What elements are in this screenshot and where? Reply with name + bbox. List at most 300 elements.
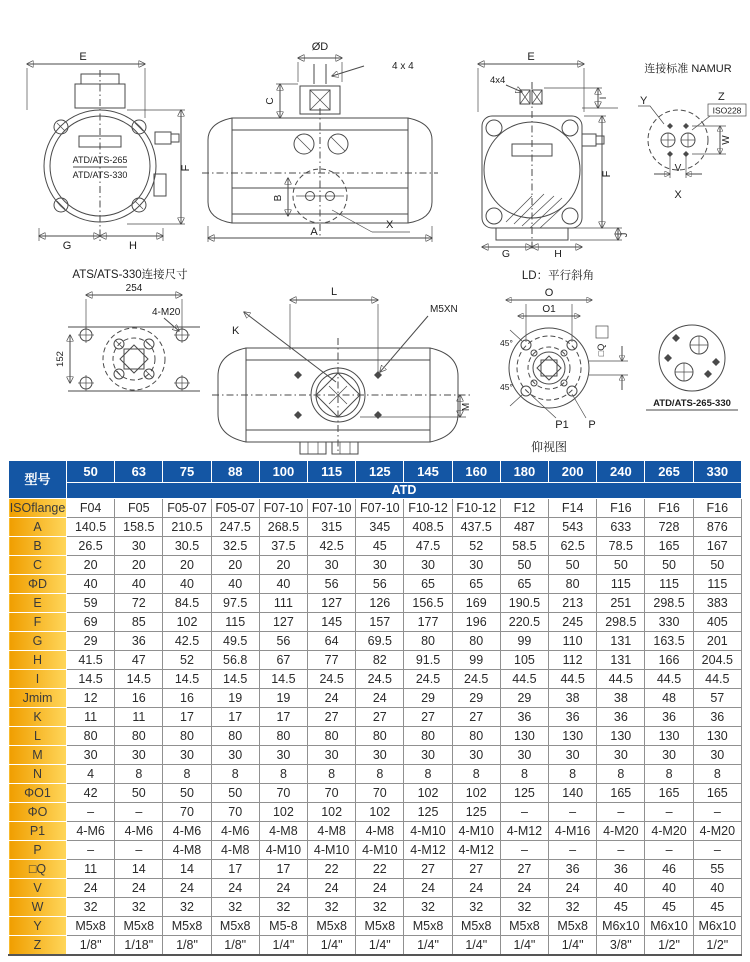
data-cell: 70: [308, 784, 356, 803]
data-cell: –: [500, 803, 548, 822]
data-cell: 8: [259, 765, 307, 784]
data-cell: 24: [308, 689, 356, 708]
data-cell: 24.5: [308, 670, 356, 689]
table-row: [9, 822, 742, 841]
data-cell: 4-M6: [163, 822, 211, 841]
data-cell: 30: [211, 746, 259, 765]
data-cell: 65: [404, 575, 452, 594]
data-cell: –: [500, 841, 548, 860]
data-cell: 65: [500, 575, 548, 594]
iso228-label: ISO228: [712, 105, 742, 116]
data-cell: –: [597, 841, 645, 860]
data-cell: 30: [597, 746, 645, 765]
data-cell: 36: [549, 708, 597, 727]
data-cell: M5x8: [211, 917, 259, 936]
data-cell: 169: [452, 594, 500, 613]
data-cell: 17: [259, 860, 307, 879]
dim-f-label: F: [180, 164, 192, 172]
data-cell: 27: [404, 708, 452, 727]
row-label: B: [9, 537, 67, 556]
table-row: [9, 537, 742, 556]
data-cell: 19: [211, 689, 259, 708]
data-cell: 102: [308, 803, 356, 822]
data-cell: –: [693, 841, 741, 860]
dim-a-label: A: [310, 226, 318, 238]
data-cell: 24: [259, 879, 307, 898]
data-cell: 20: [115, 556, 163, 575]
data-cell: 24: [356, 879, 404, 898]
data-cell: 4-M6: [67, 822, 115, 841]
data-cell: 36: [115, 632, 163, 651]
table-row: [9, 632, 742, 651]
row-label: ΦD: [9, 575, 67, 594]
data-cell: 80: [356, 727, 404, 746]
data-cell: 251: [597, 594, 645, 613]
table-row: [9, 613, 742, 632]
data-cell: 4-M8: [356, 822, 404, 841]
data-cell: 40: [597, 879, 645, 898]
row-label: I: [9, 670, 67, 689]
data-cell: M5x8: [356, 917, 404, 936]
data-cell: 36: [693, 708, 741, 727]
data-cell: 29: [67, 632, 115, 651]
data-cell: 36: [597, 860, 645, 879]
data-cell: 44.5: [500, 670, 548, 689]
table-row: [9, 708, 742, 727]
data-cell: 38: [549, 689, 597, 708]
data-cell: 8: [693, 765, 741, 784]
data-cell: 24: [452, 879, 500, 898]
table-row: [9, 746, 742, 765]
data-cell: 30: [452, 556, 500, 575]
data-cell: 27: [500, 860, 548, 879]
data-cell: 127: [259, 613, 307, 632]
front-view-left-drawing: [15, 48, 195, 250]
data-cell: 1/4": [500, 936, 548, 956]
data-cell: 298.5: [597, 613, 645, 632]
row-label: V: [9, 879, 67, 898]
data-cell: 32.5: [211, 537, 259, 556]
front-view-right-drawing: [462, 51, 640, 260]
dim-h-label: H: [129, 240, 137, 252]
data-cell: 42.5: [308, 537, 356, 556]
row-label: L: [9, 727, 67, 746]
data-cell: 204.5: [693, 651, 741, 670]
data-cell: 78.5: [597, 537, 645, 556]
row-label: H: [9, 651, 67, 670]
dim-x-label: X: [386, 219, 394, 231]
data-cell: 27: [452, 860, 500, 879]
data-cell: 97.5: [211, 594, 259, 613]
data-cell: 165: [645, 784, 693, 803]
data-cell: 30.5: [163, 537, 211, 556]
row-label: M: [9, 746, 67, 765]
dim-c-label: C: [265, 97, 276, 105]
flange-bolt-note: 4-M20: [152, 307, 181, 318]
data-cell: 80: [163, 727, 211, 746]
data-cell: 8: [211, 765, 259, 784]
data-cell: 44.5: [549, 670, 597, 689]
flange-width-dim: 254: [125, 283, 143, 294]
data-cell: 85: [115, 613, 163, 632]
data-cell: 80: [211, 727, 259, 746]
data-cell: 130: [645, 727, 693, 746]
data-cell: 70: [211, 803, 259, 822]
table-row: [9, 670, 742, 689]
data-cell: 40: [115, 575, 163, 594]
data-cell: 20: [211, 556, 259, 575]
row-label: P: [9, 841, 67, 860]
data-cell: 30: [356, 556, 404, 575]
data-cell: –: [549, 841, 597, 860]
data-cell: 56: [259, 632, 307, 651]
data-cell: 49.5: [211, 632, 259, 651]
data-cell: 115: [645, 575, 693, 594]
data-cell: 30: [308, 556, 356, 575]
data-cell: 48: [645, 689, 693, 708]
data-cell: 82: [356, 651, 404, 670]
data-cell: 11: [67, 708, 115, 727]
row-label: Z: [9, 936, 67, 956]
data-cell: 32: [356, 898, 404, 917]
data-cell: 42: [67, 784, 115, 803]
data-cell: 50: [500, 556, 548, 575]
data-cell: 4-M12: [500, 822, 548, 841]
data-cell: 80: [404, 632, 452, 651]
data-cell: 80: [259, 727, 307, 746]
data-cell: 30: [404, 556, 452, 575]
data-cell: 145: [308, 613, 356, 632]
data-cell: 156.5: [404, 594, 452, 613]
data-cell: 99: [452, 651, 500, 670]
data-cell: 80: [404, 727, 452, 746]
data-cell: 72: [115, 594, 163, 613]
data-cell: 14.5: [259, 670, 307, 689]
table-row: [9, 727, 742, 746]
data-cell: 315: [308, 518, 356, 537]
table-corner-label: 型号: [9, 461, 67, 499]
dim-g-label: G: [62, 240, 72, 252]
angle-top-label: 45°: [500, 338, 513, 348]
data-cell: F07-10: [259, 499, 307, 518]
angle-bottom-label: 45°: [500, 382, 513, 392]
data-cell: M5x8: [163, 917, 211, 936]
data-cell: 165: [693, 784, 741, 803]
data-cell: 30: [404, 746, 452, 765]
keyway-note: 4 x 4: [392, 61, 414, 72]
size-header-cell: 145: [404, 461, 452, 483]
data-cell: F10-12: [404, 499, 452, 518]
data-cell: 210.5: [163, 518, 211, 537]
data-cell: 167: [693, 537, 741, 556]
table-row: [9, 689, 742, 708]
dim-b-label: B: [273, 194, 284, 202]
flange-height-dim: 152: [55, 351, 66, 367]
data-cell: 543: [549, 518, 597, 537]
data-cell: 32: [67, 898, 115, 917]
data-cell: 102: [452, 784, 500, 803]
dim-i-label: I: [598, 96, 608, 100]
data-cell: 32: [211, 898, 259, 917]
data-cell: 4-M16: [549, 822, 597, 841]
data-cell: F04: [67, 499, 115, 518]
data-cell: 345: [356, 518, 404, 537]
data-cell: F16: [645, 499, 693, 518]
data-cell: 8: [115, 765, 163, 784]
size-header-cell: 100: [259, 461, 307, 483]
data-cell: 29: [500, 689, 548, 708]
dim-f2-label: F: [601, 170, 613, 178]
dimension-table: [8, 460, 742, 956]
data-cell: 24.5: [404, 670, 452, 689]
dim-e-label: E: [79, 51, 87, 63]
data-cell: 50: [693, 556, 741, 575]
data-cell: 26.5: [67, 537, 115, 556]
data-cell: 4-M12: [404, 841, 452, 860]
data-cell: 24: [308, 879, 356, 898]
data-cell: 50: [549, 556, 597, 575]
table-row: [9, 803, 742, 822]
size-header-cell: 75: [163, 461, 211, 483]
data-cell: 408.5: [404, 518, 452, 537]
size-header-cell: 240: [597, 461, 645, 483]
data-cell: 16: [115, 689, 163, 708]
data-cell: 45: [597, 898, 645, 917]
data-cell: 40: [645, 879, 693, 898]
data-cell: 8: [308, 765, 356, 784]
data-cell: 65: [452, 575, 500, 594]
drawings-panel: [0, 0, 750, 458]
data-cell: 383: [693, 594, 741, 613]
data-cell: 44.5: [693, 670, 741, 689]
data-cell: 165: [597, 784, 645, 803]
data-cell: 32: [259, 898, 307, 917]
data-cell: 52: [163, 651, 211, 670]
data-cell: 70: [163, 803, 211, 822]
data-cell: 8: [597, 765, 645, 784]
row-label: A: [9, 518, 67, 537]
data-cell: 27: [308, 708, 356, 727]
data-cell: –: [645, 803, 693, 822]
data-cell: 50: [163, 784, 211, 803]
data-cell: 52: [452, 537, 500, 556]
table-row: [9, 575, 742, 594]
data-cell: 8: [356, 765, 404, 784]
size-header-cell: 180: [500, 461, 548, 483]
data-cell: 30: [645, 746, 693, 765]
data-cell: 8: [549, 765, 597, 784]
dim-w-label: W: [721, 135, 732, 145]
data-cell: 112: [549, 651, 597, 670]
dim-e2-label: E: [527, 51, 535, 63]
data-cell: 125: [404, 803, 452, 822]
data-cell: 1/8": [211, 936, 259, 956]
model-text-1: ATD/ATS-265: [72, 155, 128, 165]
data-cell: 4-M10: [356, 841, 404, 860]
data-cell: 4-M8: [308, 822, 356, 841]
data-cell: 127: [308, 594, 356, 613]
data-cell: 8: [645, 765, 693, 784]
namur-diagram: [626, 60, 750, 220]
data-cell: 99: [500, 632, 548, 651]
data-cell: 130: [597, 727, 645, 746]
row-label: K: [9, 708, 67, 727]
data-cell: 14.5: [115, 670, 163, 689]
dim-o1-label: O1: [542, 304, 556, 315]
data-cell: 46: [645, 860, 693, 879]
data-cell: 11: [115, 708, 163, 727]
data-cell: 17: [211, 860, 259, 879]
row-label: ΦO1: [9, 784, 67, 803]
data-cell: 19: [259, 689, 307, 708]
dim-o-label: O: [544, 287, 554, 299]
data-cell: 30: [163, 746, 211, 765]
data-cell: 110: [549, 632, 597, 651]
data-cell: F10-12: [452, 499, 500, 518]
data-cell: 130: [500, 727, 548, 746]
data-cell: 64: [308, 632, 356, 651]
data-cell: 245: [549, 613, 597, 632]
data-cell: 247.5: [211, 518, 259, 537]
data-cell: M6x10: [645, 917, 693, 936]
data-cell: M5x8: [115, 917, 163, 936]
dim-z-label: Z: [718, 91, 725, 103]
data-cell: 4-M20: [597, 822, 645, 841]
data-cell: 30: [259, 746, 307, 765]
size-header-cell: 115: [308, 461, 356, 483]
size-header-cell: 63: [115, 461, 163, 483]
data-cell: –: [115, 841, 163, 860]
data-cell: 59: [67, 594, 115, 613]
data-cell: 32: [452, 898, 500, 917]
data-cell: M6x10: [693, 917, 741, 936]
data-cell: 17: [259, 708, 307, 727]
data-cell: 56: [356, 575, 404, 594]
data-cell: 24.5: [452, 670, 500, 689]
data-cell: 32: [549, 898, 597, 917]
data-cell: 115: [211, 613, 259, 632]
data-cell: 69.5: [356, 632, 404, 651]
data-cell: 158.5: [115, 518, 163, 537]
data-cell: 1/18": [115, 936, 163, 956]
data-cell: 36: [549, 860, 597, 879]
data-cell: 1/4": [452, 936, 500, 956]
data-cell: 30: [549, 746, 597, 765]
data-cell: 728: [645, 518, 693, 537]
model-text-2: ATD/ATS-330: [72, 170, 128, 180]
bottom-view-drawing: [198, 280, 476, 455]
size-header-cell: 330: [693, 461, 741, 483]
data-cell: 102: [404, 784, 452, 803]
data-cell: 45: [693, 898, 741, 917]
data-cell: 77: [308, 651, 356, 670]
data-cell: 62.5: [549, 537, 597, 556]
data-cell: 14: [115, 860, 163, 879]
data-cell: M5x8: [452, 917, 500, 936]
data-cell: M6x10: [597, 917, 645, 936]
data-cell: 125: [500, 784, 548, 803]
data-cell: 50: [645, 556, 693, 575]
data-cell: 44.5: [597, 670, 645, 689]
table-row: [9, 936, 742, 956]
data-cell: 30: [693, 746, 741, 765]
data-cell: 24: [500, 879, 548, 898]
data-cell: 4-M8: [163, 841, 211, 860]
row-label: E: [9, 594, 67, 613]
data-cell: 125: [452, 803, 500, 822]
data-cell: 24: [115, 879, 163, 898]
data-cell: F14: [549, 499, 597, 518]
data-cell: 45: [645, 898, 693, 917]
data-cell: 20: [259, 556, 307, 575]
data-cell: 56: [308, 575, 356, 594]
data-cell: 38: [597, 689, 645, 708]
data-cell: 14.5: [67, 670, 115, 689]
data-cell: 50: [597, 556, 645, 575]
data-cell: 80: [452, 632, 500, 651]
data-cell: 190.5: [500, 594, 548, 613]
data-cell: 24: [404, 879, 452, 898]
size-header-cell: 265: [645, 461, 693, 483]
data-cell: 32: [404, 898, 452, 917]
row-label: ΦO: [9, 803, 67, 822]
data-cell: 4-M10: [452, 822, 500, 841]
dim-h2-label: H: [554, 248, 562, 260]
data-cell: 36: [597, 708, 645, 727]
keyway2-note: 4x4: [490, 75, 506, 86]
data-cell: 4-M8: [211, 841, 259, 860]
data-cell: 91.5: [404, 651, 452, 670]
data-cell: 330: [645, 613, 693, 632]
data-cell: 102: [163, 613, 211, 632]
data-cell: –: [115, 803, 163, 822]
data-cell: 37.5: [259, 537, 307, 556]
data-cell: 22: [308, 860, 356, 879]
series-label-cell: ATD: [67, 483, 742, 499]
data-cell: F05-07: [163, 499, 211, 518]
data-cell: 4-M10: [404, 822, 452, 841]
data-cell: 131: [597, 651, 645, 670]
data-cell: 487: [500, 518, 548, 537]
data-cell: 105: [500, 651, 548, 670]
data-cell: 30: [67, 746, 115, 765]
data-cell: 8: [500, 765, 548, 784]
data-cell: 50: [115, 784, 163, 803]
dim-j-label: J: [619, 232, 629, 238]
data-cell: 268.5: [259, 518, 307, 537]
data-cell: 58.5: [500, 537, 548, 556]
data-cell: 67: [259, 651, 307, 670]
model-circle-drawing: [636, 318, 748, 418]
dim-p1-label: P1: [555, 419, 569, 431]
dim-p-label: P: [588, 419, 596, 431]
data-cell: 4-M6: [115, 822, 163, 841]
data-cell: 1/4": [549, 936, 597, 956]
data-cell: M5x8: [549, 917, 597, 936]
data-cell: 14.5: [211, 670, 259, 689]
data-cell: 405: [693, 613, 741, 632]
data-cell: 32: [308, 898, 356, 917]
data-cell: 1/2": [693, 936, 741, 956]
data-cell: 1/4": [356, 936, 404, 956]
data-cell: 80: [549, 575, 597, 594]
data-cell: F12: [500, 499, 548, 518]
table-row: [9, 518, 742, 537]
data-cell: 131: [597, 632, 645, 651]
data-cell: 30: [356, 746, 404, 765]
data-cell: 126: [356, 594, 404, 613]
data-cell: 32: [163, 898, 211, 917]
